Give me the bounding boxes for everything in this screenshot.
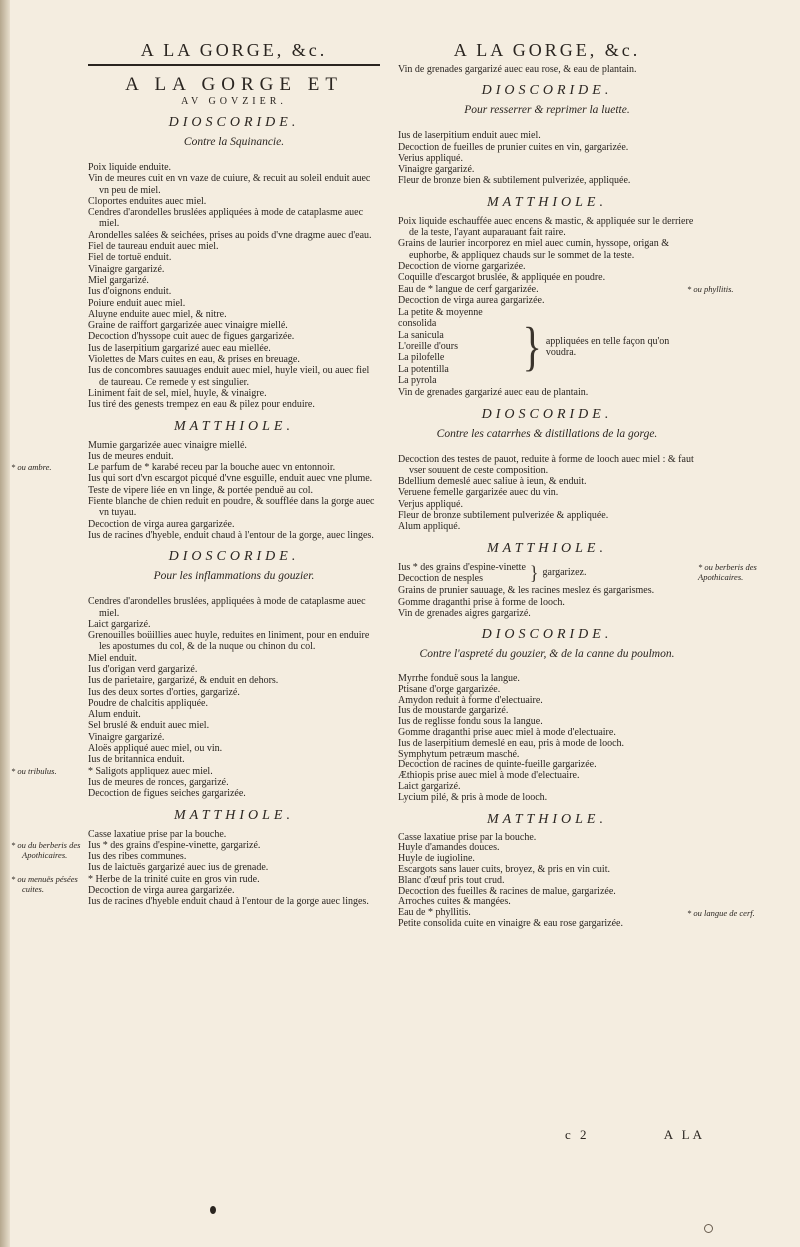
remedy-item: Grains de prunier sauuage, & les racines meslez és gargarismes. bbox=[398, 585, 655, 597]
remedy-list bbox=[11, 596, 380, 800]
remedy-item: Alum appliqué. bbox=[398, 521, 461, 533]
section-title: Pour resserrer & reprimer la luette. bbox=[464, 104, 630, 117]
section-author: DIOSCORIDE. bbox=[481, 627, 613, 643]
section-author: DIOSCORIDE. bbox=[481, 406, 613, 422]
remedy-item: Graine de raiffort gargarizée auec vinaigre miellé. bbox=[88, 320, 288, 332]
remedy-item: Ius de laictuës gargarizé auec ius de grenade. bbox=[88, 862, 269, 874]
remedy-item: Decoction de virga aurea gargarizée. bbox=[398, 294, 545, 306]
remedy-item: Fiel de taureau enduit auec miel. bbox=[88, 241, 219, 253]
remedy-item: Ius de laserpitium gargarizé auec eau miellée. bbox=[88, 342, 271, 354]
remedy-item: Ius de meures de ronces, gargarizé. bbox=[88, 776, 229, 788]
remedy-item: Cendres d'arondelles bruslées appliquées à mode de cataplasme auec miel. bbox=[88, 207, 364, 230]
ink-dot-icon bbox=[210, 1206, 216, 1214]
remedy-item: Poix liquide eschauffée auec encens & mastic, & appliquée sur le derriere de la teste, l'ayant auparauant fait raire. bbox=[398, 215, 694, 239]
right-brace-icon: } bbox=[529, 561, 539, 584]
remedy-list bbox=[398, 215, 734, 306]
remedy-item: Myrrhe fonduë sous la langue. bbox=[398, 673, 520, 685]
remedy-item: Fleur de bronze bien & subtilement pulverizée, appliquée. bbox=[398, 175, 631, 187]
remedy-item: Æthiopis prise auec miel à mode d'electuaire. bbox=[398, 770, 580, 782]
remedy-item: Casse laxatiue prise par la bouche. bbox=[88, 828, 227, 840]
remedy-item: Decoction des fueilles & racines de malue, gargarizée. bbox=[398, 885, 616, 897]
margin-note: * ou phyllitis. bbox=[687, 283, 734, 294]
remedy-item: Vin de grenades aigres gargarizé. bbox=[398, 607, 531, 619]
remedy-list bbox=[11, 828, 380, 908]
section-title: Contre l'aspreté du gouzier, & de la canne du poulmon. bbox=[419, 648, 675, 661]
remedy-item: Ius qui sort d'vn escargot picqué d'vne esguille, enduit auec vne plume. bbox=[88, 473, 373, 485]
remedy-text: * Saligots appliquez auec miel. bbox=[88, 765, 213, 777]
remedy-item: Bdellium demeslé auec saliue à ieun, & enduit. bbox=[398, 476, 587, 488]
remedy-item: Symphytum petræum masché. bbox=[398, 748, 520, 760]
herb-item: La pyrola bbox=[398, 374, 437, 386]
herb-item: La potentilla bbox=[398, 363, 449, 375]
remedy-item bbox=[11, 462, 380, 474]
signature-mark: c 2 bbox=[565, 1127, 590, 1142]
remedy-item: Ius des ribes communes. bbox=[88, 851, 187, 863]
remedy-item: Cloportes enduites auec miel. bbox=[88, 195, 207, 207]
remedy-item: Decoction de fueilles de prunier cuites en vin, gargarizée. bbox=[398, 141, 629, 153]
remedy-item: Arroches cuites & mangées. bbox=[398, 896, 511, 908]
remedy-item: Poiure enduit auec miel. bbox=[88, 297, 186, 309]
remedy-item: Ius de moustarde gargarizé. bbox=[398, 705, 509, 717]
remedy-item: Decoction des testes de pauot, reduite à forme de looch auec miel : & faut vser souuent de ceste composition. bbox=[398, 453, 694, 476]
remedy-item: Casse laxatiue prise par la bouche. bbox=[398, 831, 537, 843]
section-author: MATTHIOLE. bbox=[487, 811, 607, 827]
remedy-item: Decoction de viorne gargarizée. bbox=[398, 260, 526, 272]
chapter-subtitle: AV GOVZIER. bbox=[181, 96, 287, 107]
remedy-item: Miel enduit. bbox=[88, 652, 137, 664]
herb-list bbox=[398, 307, 519, 386]
remedy-item: Sel bruslé & enduit auec miel. bbox=[88, 720, 210, 732]
remedy-item: Verius appliqué. bbox=[398, 152, 463, 164]
remedy-list bbox=[398, 130, 696, 186]
remedy-item: Coquille d'escargot bruslée, & appliquée en poudre. bbox=[398, 272, 606, 284]
remedy-item: Aluyne enduite auec miel, & nitre. bbox=[88, 308, 227, 320]
remedy-item: Gomme draganthi prise auec miel à mode d'electuaire. bbox=[398, 727, 616, 739]
remedy-item: Gomme draganthi prise à forme de looch. bbox=[398, 596, 565, 608]
remedy-text: Eau de * phyllitis. bbox=[398, 907, 471, 919]
remedy-item: Decoction d'hyssope cuit auec de figues gargarizée. bbox=[88, 331, 295, 343]
right-column bbox=[398, 40, 757, 930]
remedy-item: Lycium pilé, & pris à mode de looch. bbox=[398, 791, 548, 803]
remedy-text: Le parfum de * karabé receu par la bouche auec vn entonnoir. bbox=[88, 462, 336, 474]
section-author: MATTHIOLE. bbox=[174, 807, 294, 823]
remedy-item: Ius tiré des genests trempez en eau & pilez pour enduire. bbox=[88, 399, 315, 411]
herb-item: La sanicula bbox=[398, 329, 444, 341]
herb-item: Decoction de nesples bbox=[398, 572, 483, 584]
chapter-title: A LA GORGE ET bbox=[125, 74, 343, 95]
remedy-item: Ius de reglisse fondu sous la langue. bbox=[398, 716, 543, 728]
ink-mark-icon bbox=[704, 1224, 713, 1233]
remedy-item: Vinaigre gargarizé. bbox=[398, 164, 475, 176]
remedy-item: Escargots sans lauer cuits, broyez, & pris en vin cuit. bbox=[398, 864, 610, 876]
herb-item: L'oreille d'ours bbox=[398, 341, 458, 353]
remedy-item: Vin de meures cuit en vn vaze de cuiure, & recuit au soleil enduit auec vn peu de miel. bbox=[88, 173, 371, 196]
remedy-item: Decoction de figues seiches gargarizée. bbox=[88, 788, 246, 800]
margin-note: * ou berberis des Apothicaires. bbox=[698, 561, 757, 582]
remedy-item: Blanc d'œuf pris tout crud. bbox=[398, 874, 505, 886]
remedy-item: Vinaigre gargarizé. bbox=[88, 731, 165, 743]
remedy-list bbox=[398, 387, 696, 398]
remedy-list bbox=[398, 674, 696, 804]
catchword: A LA bbox=[663, 1127, 705, 1142]
remedy-item: Cendres d'arondelles bruslées, appliquées à mode de cataplasme auec miel. bbox=[88, 596, 366, 619]
remedy-item: Vin de grenades gargarizé auec eau de plantain. bbox=[398, 387, 589, 399]
remedy-item: Decoction de virga aurea gargarizée. bbox=[88, 885, 235, 897]
remedy-item: Poudre de chalcitis appliquée. bbox=[88, 697, 208, 709]
remedy-item: Ius de parietaire, gargarizé, & enduit en dehors. bbox=[88, 675, 279, 687]
right-brace-icon: } bbox=[522, 315, 542, 377]
remedy-item: Vin de grenades gargarizé auec eau rose, & eau de plantain. bbox=[398, 64, 637, 75]
remedy-item: Ius de laserpitium demeslé en eau, pris à mode de looch. bbox=[398, 737, 625, 749]
remedy-list bbox=[398, 454, 696, 533]
remedy-item: Amydon reduit à forme d'electuaire. bbox=[398, 694, 543, 706]
remedy-item: Teste de vipere liée en vn linge, & portée penduë au col. bbox=[88, 484, 314, 496]
remedy-item: Decoction de racines de quinte-fueille gargarizée. bbox=[398, 759, 597, 771]
herb-group bbox=[398, 307, 696, 386]
margin-note: * ou menuës pésées cuites. bbox=[11, 873, 78, 894]
margin-note: * ou langue de cerf. bbox=[687, 908, 755, 919]
running-head-left: A LA GORGE, &c. bbox=[140, 40, 328, 60]
remedy-text: Eau de * langue de cerf gargarizée. bbox=[398, 283, 539, 295]
section-title: Contre les catarrhes & distillations de la gorge. bbox=[436, 427, 658, 440]
margin-note: * ou tribulus. bbox=[11, 765, 57, 776]
remedy-item: Fiente blanche de chien reduit en poudre, & soufflée dans la gorge auec vn tuyau. bbox=[88, 496, 375, 519]
remedy-item: Ptisane d'orge gargarizée. bbox=[398, 683, 501, 695]
remedy-item: Laict gargarizé. bbox=[398, 781, 461, 793]
herb-item: Ius * des grains d'espine-vinette bbox=[398, 561, 526, 573]
remedy-list bbox=[398, 831, 755, 930]
remedy-item: Grains de laurier incorporez en miel auec cumin, hyssope, origan & euphorbe, & appliquez chauds sur le sommet de la teste. bbox=[398, 238, 670, 261]
section-author: DIOSCORIDE. bbox=[168, 115, 300, 130]
remedy-item: Liniment fait de sel, miel, huyle, & vinaigre. bbox=[88, 387, 267, 399]
remedy-item: Ius d'oignons enduit. bbox=[88, 286, 172, 298]
remedy-item: Fiel de tortuë enduit. bbox=[88, 252, 172, 264]
remedy-item: Fleur de bronze subtilement pulverizée & appliquée. bbox=[398, 510, 609, 522]
remedy-list bbox=[88, 162, 380, 411]
remedy-item: Mumie gargarizée auec vinaigre miellé. bbox=[88, 439, 247, 451]
remedy-item: Veruene femelle gargarizée auec du vin. bbox=[398, 487, 559, 499]
remedy-item: Huyle de iugioline. bbox=[398, 853, 475, 865]
remedy-item: Miel gargarizé. bbox=[88, 274, 149, 286]
remedy-item: Poix liquide enduite. bbox=[88, 162, 172, 173]
remedy-item: Alum enduit. bbox=[88, 709, 141, 721]
page-footer bbox=[565, 1127, 705, 1143]
remedy-item: Ius des deux sortes d'orties, gargarizé. bbox=[88, 686, 240, 698]
herb-group-note: appliquées en telle façon qu'on voudra. bbox=[545, 335, 670, 358]
remedy-list bbox=[398, 585, 696, 619]
left-column bbox=[11, 40, 380, 908]
herb-group bbox=[398, 561, 757, 585]
remedy-item: Petite consolida cuite en vinaigre & eau rose gargarizée. bbox=[398, 918, 623, 930]
remedy-item: Aloës appliqué auec miel, ou vin. bbox=[88, 743, 223, 755]
section-title: Pour les inflammations du gouzier. bbox=[153, 570, 315, 583]
section-author: MATTHIOLE. bbox=[487, 194, 607, 210]
herb-item: La petite & moyenne consolida bbox=[398, 307, 483, 330]
remedy-item: Arondelles salées & seichées, prises au poids d'vne dragme auec d'eau. bbox=[88, 229, 372, 241]
remedy-item: Verjus appliqué. bbox=[398, 498, 463, 510]
remedy-text: Ius * des grains d'espine-vinette, gargarizé. bbox=[88, 839, 261, 851]
section-author: MATTHIOLE. bbox=[174, 418, 294, 434]
remedy-list bbox=[11, 439, 380, 542]
running-head-right: A LA GORGE, &c. bbox=[453, 40, 641, 60]
section-author: DIOSCORIDE. bbox=[481, 83, 613, 99]
section-title: Contre la Squinancie. bbox=[183, 136, 285, 148]
remedy-item: Ius de laserpitium enduit auec miel. bbox=[398, 130, 541, 142]
remedy-item: Violettes de Mars cuites en eau, & prises en breuage. bbox=[88, 354, 300, 366]
section-author: MATTHIOLE. bbox=[487, 540, 607, 556]
herb-group-note: gargarizez. bbox=[542, 567, 587, 579]
remedy-item bbox=[11, 765, 380, 777]
remedy-item: Ius de racines d'hyeble, enduit chaud à l'entour de la gorge, auec linges. bbox=[88, 529, 374, 541]
remedy-text: * Herbe de la trinité cuite en gros vin rude. bbox=[88, 873, 260, 885]
remedy-item bbox=[398, 283, 734, 295]
remedy-item: Ius de meures enduit. bbox=[88, 450, 174, 462]
page-binding-edge bbox=[0, 0, 10, 1247]
remedy-item: Ius de concombres sauuages enduit auec miel, huyle vieil, ou auec fiel de taureau. Ce remede y est singulier. bbox=[88, 365, 370, 388]
remedy-item: Ius de racines d'hyeble enduit chaud à l'entour de la gorge auec linges. bbox=[88, 896, 369, 908]
remedy-list bbox=[398, 64, 696, 75]
remedy-item: Ius de britannica enduit. bbox=[88, 754, 185, 766]
remedy-item: Grenouilles boüillies auec huyle, reduites en liniment, pour en enduire les apostumes du col, & de la nuque ou chinon du col. bbox=[88, 630, 370, 653]
margin-note: * ou du berberis des Apothicaires. bbox=[11, 839, 81, 860]
remedy-item: Ius d'origan verd gargarizé. bbox=[88, 663, 198, 675]
header-rule bbox=[88, 64, 380, 66]
remedy-item: Decoction de virga aurea gargarizée. bbox=[88, 518, 235, 530]
herb-item: La pilofelle bbox=[398, 352, 445, 364]
remedy-item: Huyle d'amandes douces. bbox=[398, 842, 500, 854]
remedy-item: Vinaigre gargarizé. bbox=[88, 263, 165, 275]
section-author: DIOSCORIDE. bbox=[168, 549, 300, 565]
margin-note: * ou ambre. bbox=[11, 462, 52, 473]
remedy-item: Laict gargarizé. bbox=[88, 618, 151, 630]
herb-list bbox=[398, 562, 526, 585]
